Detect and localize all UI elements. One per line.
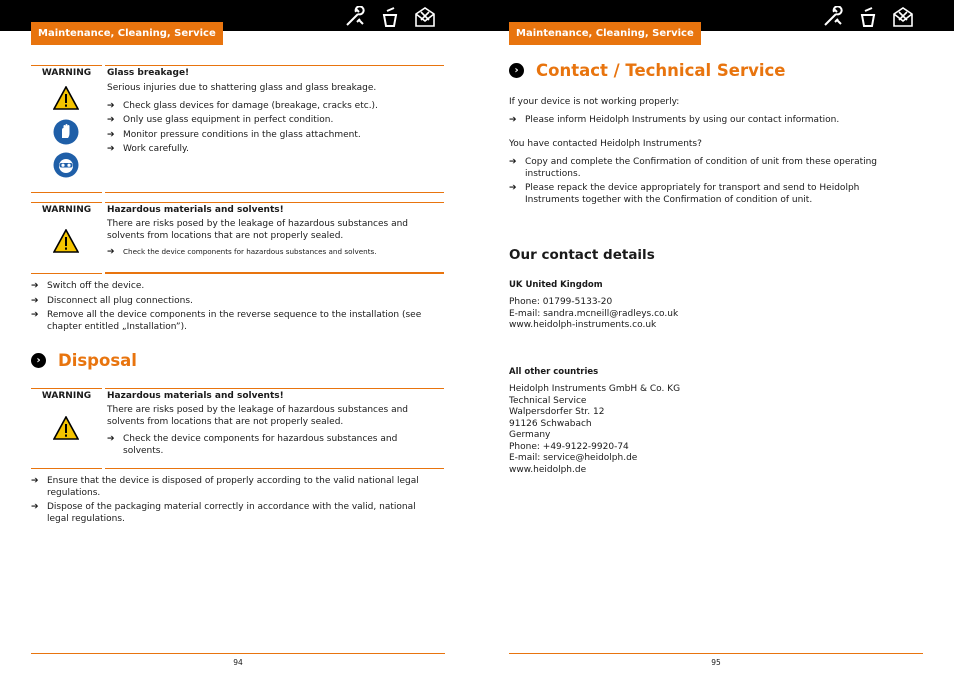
intro-text: If your device is not working properly: xyxy=(509,97,680,107)
chevron-right-icon: › xyxy=(31,353,46,368)
contacted-list xyxy=(509,157,909,206)
list-item: ➔ Switch off the device. xyxy=(31,281,145,291)
other-contact-block xyxy=(509,384,680,476)
tools-icon xyxy=(822,6,844,28)
section-tag: Maintenance, Cleaning, Service xyxy=(509,22,701,45)
page-number: 94 xyxy=(233,658,243,667)
warning-title: Hazardous materials and solvents! xyxy=(107,205,284,215)
contact-line: 91126 Schwabach xyxy=(509,418,592,429)
disposal-steps-list xyxy=(31,476,431,525)
contact-line[interactable]: E-mail: sandra.mcneill@radleys.co.uk xyxy=(509,308,679,319)
list-item: ➔ Please repack the device appropriately for transport and send to Heidolph Instruments together with the Confirmation of condition of unit. xyxy=(509,183,860,205)
warning-title: Glass breakage! xyxy=(107,68,190,78)
list-item: ➔ Check the device components for hazardous substances and solvents. xyxy=(107,434,398,456)
footer-rule xyxy=(509,653,923,654)
other-countries-title: All other countries xyxy=(509,367,599,377)
list-item: ➔ Only use glass equipment in perfect condition. xyxy=(107,115,334,125)
contact-line: Germany xyxy=(509,430,551,440)
list-item: ➔ Ensure that the device is disposed of properly according to the valid national legal regulations. xyxy=(31,476,419,498)
contact-details-heading: Our contact details xyxy=(509,247,655,263)
warning-text: There are risks posed by the leakage of hazardous substances and solvents from locations that are not properly sealed. xyxy=(107,405,409,427)
cleaning-bucket-icon xyxy=(379,6,401,28)
wear-goggles-icon xyxy=(53,152,79,182)
header-icons xyxy=(822,6,914,28)
uk-title: UK United Kingdom xyxy=(509,280,603,290)
contact-line: Phone: 01799-5133-20 xyxy=(509,297,613,307)
header-icons xyxy=(344,6,436,28)
warning-label: WARNING xyxy=(41,68,92,78)
warning-label: WARNING xyxy=(41,391,92,401)
contact-line[interactable]: E-mail: service@heidolph.de xyxy=(509,453,638,463)
warning-box-hazardous xyxy=(31,202,444,274)
section-heading-disposal: › Disposal xyxy=(31,351,137,370)
list-item: ➔ Please inform Heidolph Instruments by using our contact information. xyxy=(509,115,840,125)
envelope-icon xyxy=(414,6,436,28)
envelope-icon xyxy=(892,6,914,28)
list-item: ➔ Dispose of the packaging material correctly in accordance with the valid, national legal regulations. xyxy=(31,502,416,524)
chevron-right-icon: › xyxy=(509,63,524,78)
footer-rule xyxy=(31,653,445,654)
contact-line: Phone: +49-9122-9920-74 xyxy=(509,441,629,452)
cleaning-bucket-icon xyxy=(857,6,879,28)
section-tag: Maintenance, Cleaning, Service xyxy=(31,22,223,45)
warning-box-glass xyxy=(31,65,444,193)
list-item: ➔ Copy and complete the Confirmation of condition of unit from these operating instructions. xyxy=(509,157,878,179)
page-number: 95 xyxy=(711,658,721,667)
contact-line: Heidolph Instruments GmbH & Co. KG xyxy=(509,384,681,394)
contact-line[interactable]: www.heidolph.de xyxy=(509,464,587,475)
warning-text: Serious injuries due to shattering glass and glass breakage. xyxy=(107,83,377,93)
warning-label: WARNING xyxy=(41,205,92,215)
list-item: ➔ Monitor pressure conditions in the glass attachment. xyxy=(107,129,361,140)
warning-triangle-icon xyxy=(53,416,79,444)
tools-icon xyxy=(344,6,366,28)
contact-line: Walpersdorfer Str. 12 xyxy=(509,407,605,417)
uk-contact-block xyxy=(509,297,678,332)
contact-line: Technical Service xyxy=(509,395,587,406)
contacted-text: You have contacted Heidolph Instruments? xyxy=(509,139,702,149)
list-item: ➔ Check the device components for hazardous substances and solvents. xyxy=(107,247,377,257)
warning-triangle-icon xyxy=(53,86,79,114)
list-item: ➔ Work carefully. xyxy=(107,144,189,154)
warning-title: Hazardous materials and solvents! xyxy=(107,391,284,401)
warning-box-hazardous-disposal xyxy=(31,388,444,469)
intro-list xyxy=(509,115,909,127)
list-item: ➔ Remove all the device components in the reverse sequence to the installation (see chapter entitled „Installation”). xyxy=(31,310,422,332)
list-item: ➔ Disconnect all plug connections. xyxy=(31,295,193,306)
wear-gloves-icon xyxy=(53,119,79,149)
steps-list xyxy=(31,281,431,333)
warning-triangle-icon xyxy=(53,229,79,257)
list-item: ➔ Check glass devices for damage (breakage, cracks etc.). xyxy=(107,100,378,111)
section-heading-contact: › Contact / Technical Service xyxy=(509,61,786,80)
contact-line[interactable]: www.heidolph-instruments.co.uk xyxy=(509,320,657,330)
warning-text: There are risks posed by the leakage of hazardous substances and solvents from locations that are not properly sealed. xyxy=(107,219,409,241)
